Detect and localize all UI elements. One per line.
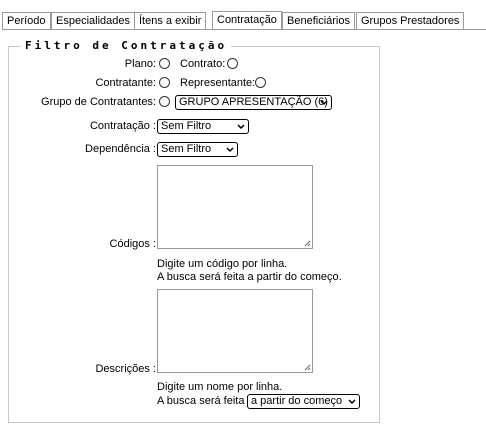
representante-radio[interactable] — [255, 77, 266, 88]
contratante-label: Contratante: — [95, 77, 156, 89]
chevron-down-icon — [347, 395, 357, 408]
codigos-hint-line2: A busca será feita a partir do começo. — [157, 271, 342, 283]
contratacao-label: Contratação : — [89, 120, 156, 132]
contrato-radio[interactable] — [227, 58, 238, 69]
dependencia-label: Dependência : — [85, 143, 156, 155]
codigos-textarea[interactable] — [157, 165, 313, 249]
resize-grip-icon[interactable] — [304, 364, 311, 371]
descricoes-hint-line2: A busca será feita — [157, 395, 245, 407]
contratante-radio[interactable] — [159, 77, 170, 88]
tab-itens-a-exibir[interactable]: Ítens a exibir — [134, 12, 206, 29]
representante-label: Representante: — [180, 77, 256, 89]
resize-grip-icon[interactable] — [304, 240, 311, 247]
tab-periodo[interactable]: Período — [2, 12, 51, 29]
contratacao-select[interactable] — [157, 119, 249, 134]
contratacao-selected: Sem Filtro — [161, 120, 212, 132]
tab-especialidades[interactable]: Especialidades — [51, 12, 135, 29]
dependencia-selected: Sem Filtro — [161, 143, 212, 155]
tab-divider — [2, 29, 486, 30]
chevron-down-icon — [236, 120, 246, 133]
grupo-contratantes-radio[interactable] — [159, 96, 170, 107]
grupo-contratantes-label: Grupo de Contratantes: — [41, 96, 156, 108]
chevron-down-icon — [319, 96, 329, 109]
plano-radio[interactable] — [159, 58, 170, 69]
descricoes-hint-line1: Digite um nome por linha. — [157, 381, 283, 393]
descricoes-label: Descrições : — [95, 363, 156, 375]
grupo-contratantes-select[interactable] — [175, 95, 332, 110]
descricoes-mode-select[interactable] — [247, 394, 360, 409]
tab-bar — [2, 12, 486, 30]
tab-contratacao[interactable]: Contratação — [212, 11, 282, 30]
dependencia-select[interactable] — [157, 142, 238, 157]
tab-grupos-prestadores[interactable]: Grupos Prestadores — [356, 12, 464, 29]
chevron-down-icon — [225, 143, 235, 156]
plano-label: Plano: — [124, 58, 156, 70]
grupo-contratantes-selected: GRUPO APRESENTAÇÃO (6) — [179, 96, 328, 108]
descricoes-mode-selected: a partir do começo — [251, 395, 343, 407]
codigos-label: Códigos : — [109, 238, 156, 250]
filter-legend: Filtro de Contratação — [25, 39, 228, 52]
tab-beneficiarios[interactable]: Beneficiários — [282, 12, 355, 29]
contrato-label: Contrato: — [180, 58, 226, 70]
codigos-hint-line1: Digite um código por linha. — [157, 258, 288, 270]
descricoes-textarea[interactable] — [157, 289, 313, 373]
